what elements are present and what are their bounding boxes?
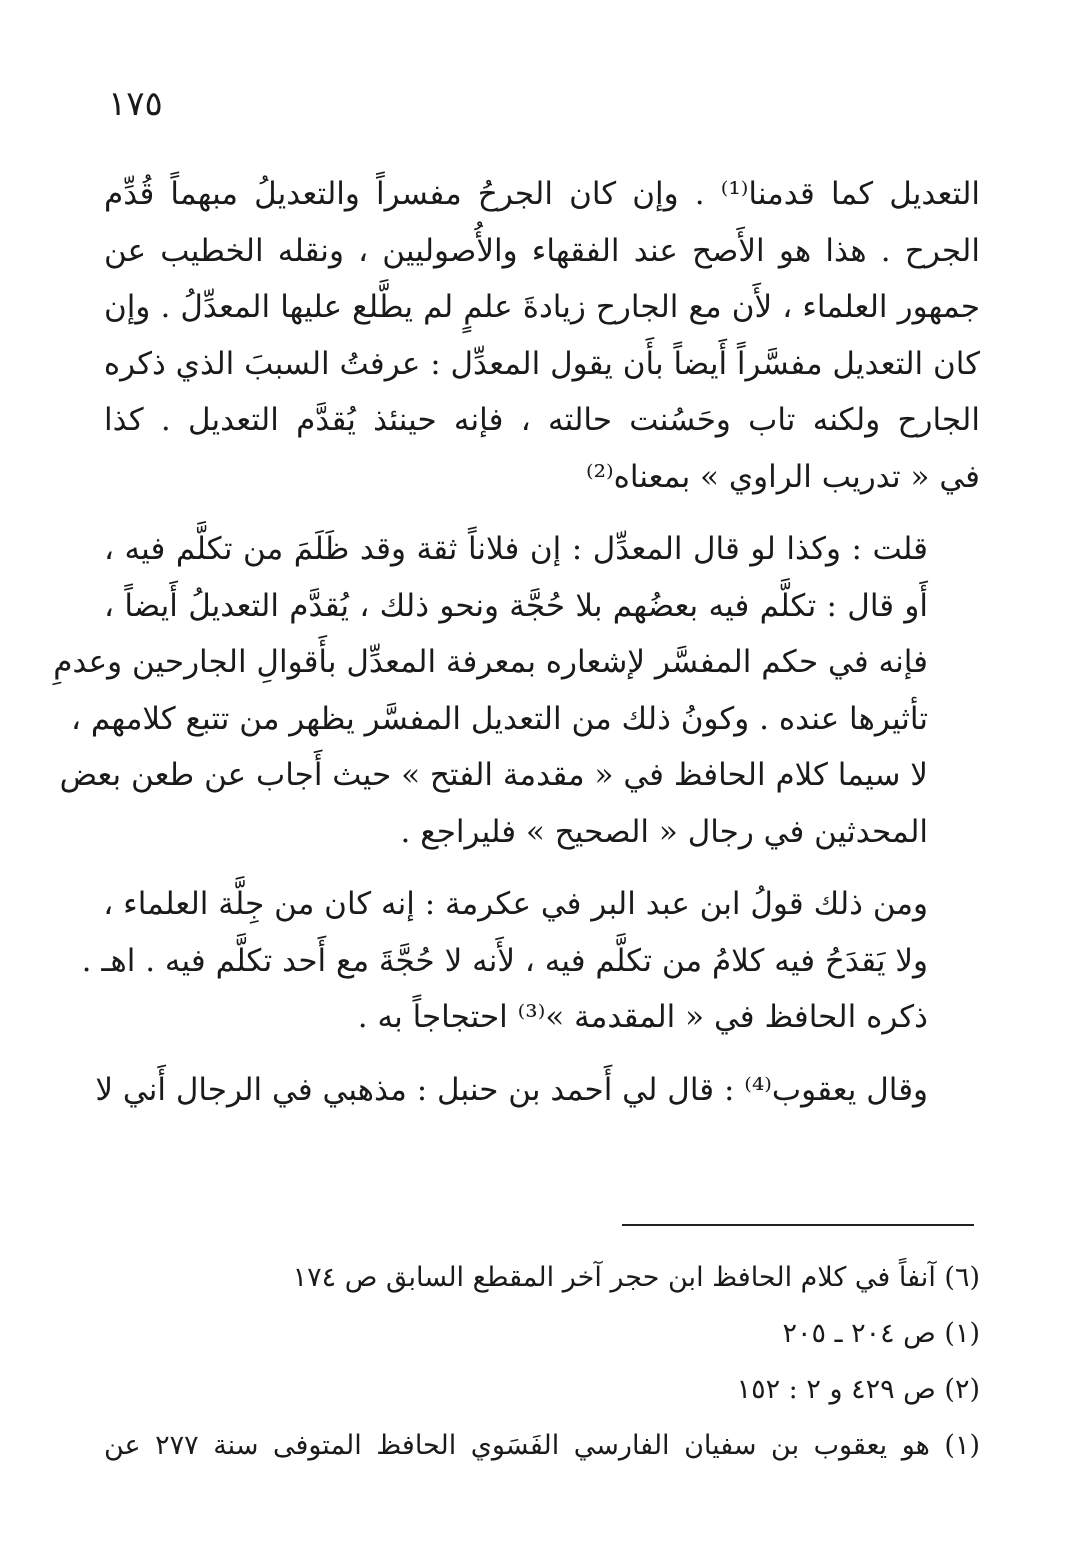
footnote: (١) هو يعقوب بن سفيان الفارسي الفَسَوي الحافظ المتوفى سنة ٢٧٧ عن (104, 1430, 980, 1461)
text-line: ومن ذلك قولُ ابن عبد البر في عكرمة : إنه كان من جِلَّة العلماء ، (103, 886, 928, 922)
paragraph-2 (53, 521, 980, 860)
text-line: المحدثين في رجال « الصحيح » فليراجع . (400, 813, 928, 850)
text-line: كان التعديل مفسَّراً أَيضاً بأَن يقول المعدِّل : عرفتُ السببَ الذي ذكره (103, 345, 980, 382)
text-line: تأثيرها عنده . وكونُ ذلك من التعديل المفسَّر يظهر من تتبع كلامهم ، (71, 700, 928, 737)
text-line: الجارح ولكنه تاب وحَسُنت حالته ، فإنه حينئذ يُقدَّم التعديل . كذا (104, 402, 980, 438)
text-line: أَو قال : تكلَّم فيه بعضُهم بلا حُجَّة ونحو ذلك ، يُقدَّم التعديلُ أَيضاً ، (104, 587, 928, 624)
text-line: لا سيما كلام الحافظ في « مقدمة الفتح » حيث أَجاب عن طعن بعض (59, 757, 928, 793)
footnote: (٦) آنفاً في كلام الحافظ ابن حجر آخر المقطع السابق ص ١٧٤ (292, 1262, 980, 1293)
paragraph-4 (95, 1062, 980, 1119)
footnote: (٢) ص ٤٢٩ و ٢ : ١٥٢ (736, 1374, 980, 1405)
text-line: وقال يعقوب⁽⁴⁾ : قال لي أَحمد بن حنبل : مذهبي في الرجال أَني لا (95, 1071, 928, 1108)
page-number: ١٧٥ (108, 84, 163, 124)
text-line: قلت : وكذا لو قال المعدِّل : إن فلاناً ثقة وقد ظَلَمَ من تكلَّم فيه ، (104, 531, 928, 567)
paragraph-3 (81, 876, 980, 1046)
text-line: الجرح . هذا هو الأَصح عند الفقهاء والأُصوليين ، ونقله الخطيب عن (104, 232, 980, 269)
text-line: التعديل كما قدمنا⁽¹⁾ . وإن كان الجرحُ مفسراً والتعديلُ مبهماً قُدِّم (104, 176, 981, 212)
text-line: جمهور العلماء ، لأَن مع الجارح زيادةَ علمٍ لم يطَّلع عليها المعدِّلُ . وإن (104, 289, 980, 325)
text-line: ولا يَقدَحُ فيه كلامُ من تكلَّم فيه ، لأَنه لا حُجَّةَ مع أَحد تكلَّم فيه . اهـ . (81, 942, 928, 979)
text-line: ذكره الحافظ في « المقدمة »⁽³⁾ احتجاجاً به . (357, 999, 928, 1035)
footnote: (١) ص ٢٠٤ ـ ٢٠٥ (782, 1318, 980, 1349)
footnotes (104, 1250, 980, 1474)
footnote-separator (622, 1224, 974, 1226)
text-line: في « تدريب الراوي » بمعناه⁽²⁾ (585, 458, 980, 495)
body-text (53, 166, 981, 1118)
text-line: فإنه في حكم المفسَّر لإشعاره بمعرفة المعدِّل بأَقوالِ الجارحين وعدمِ (53, 644, 928, 680)
paragraph-1 (104, 166, 980, 505)
